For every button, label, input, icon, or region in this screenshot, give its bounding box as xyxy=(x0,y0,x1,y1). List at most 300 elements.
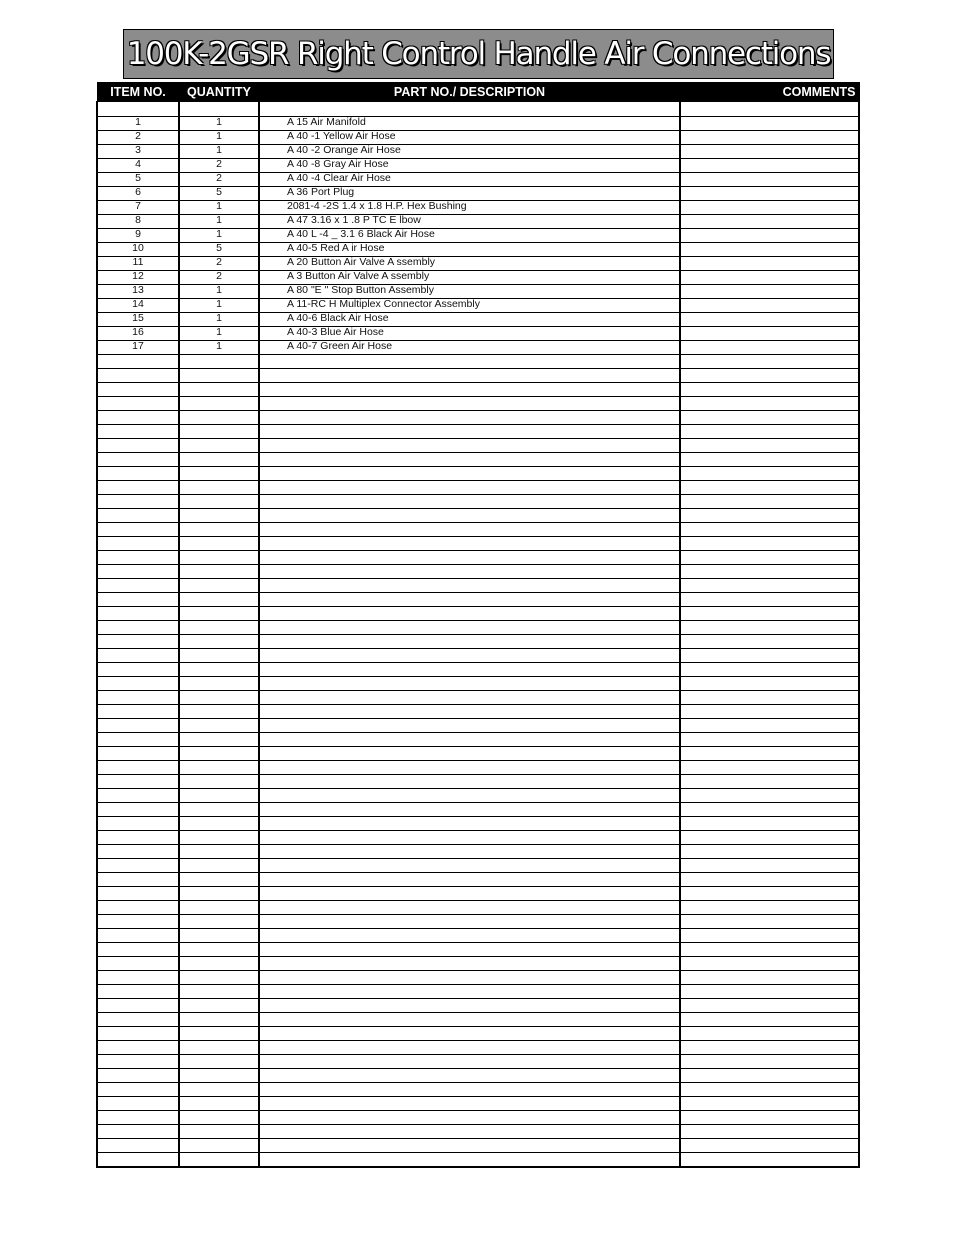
table-row-empty xyxy=(97,1027,859,1041)
cell-description xyxy=(259,593,680,607)
table-row-empty xyxy=(97,1041,859,1055)
cell-description: A 36 Port Plug xyxy=(259,187,680,201)
cell-description xyxy=(259,719,680,733)
cell-description: A 11-RC H Multiplex Connector Assembly xyxy=(259,299,680,313)
cell-comments xyxy=(680,649,859,663)
table-row xyxy=(97,285,859,299)
table-body xyxy=(97,102,859,1168)
table-row-empty xyxy=(97,999,859,1013)
table-row-empty xyxy=(97,957,859,971)
table-row-empty xyxy=(97,845,859,859)
cell-description xyxy=(259,1111,680,1125)
cell-comments xyxy=(680,635,859,649)
table-row-empty xyxy=(97,453,859,467)
cell-item xyxy=(97,537,179,551)
table-row-empty xyxy=(97,915,859,929)
table-row-empty xyxy=(97,831,859,845)
cell-description xyxy=(259,649,680,663)
cell-comments xyxy=(680,173,859,187)
cell-item xyxy=(97,1069,179,1083)
cell-comments xyxy=(680,859,859,873)
cell-description xyxy=(259,102,680,117)
table-header-row xyxy=(97,83,859,102)
cell-description xyxy=(259,495,680,509)
cell-comments xyxy=(680,229,859,243)
cell-quantity xyxy=(179,453,259,467)
cell-quantity xyxy=(179,985,259,999)
table-row-empty xyxy=(97,635,859,649)
cell-item xyxy=(97,915,179,929)
cell-quantity xyxy=(179,957,259,971)
cell-comments xyxy=(680,509,859,523)
cell-description xyxy=(259,845,680,859)
table-row-empty xyxy=(97,971,859,985)
cell-description xyxy=(259,397,680,411)
cell-description: A 40 -2 Orange Air Hose xyxy=(259,145,680,159)
cell-description xyxy=(259,705,680,719)
cell-description xyxy=(259,859,680,873)
cell-comments xyxy=(680,425,859,439)
cell-comments xyxy=(680,1111,859,1125)
cell-description xyxy=(259,355,680,369)
table-row-empty xyxy=(97,1069,859,1083)
cell-quantity xyxy=(179,1125,259,1139)
cell-item xyxy=(97,102,179,117)
cell-comments xyxy=(680,257,859,271)
cell-comments xyxy=(680,831,859,845)
cell-description xyxy=(259,999,680,1013)
cell-comments xyxy=(680,775,859,789)
cell-item xyxy=(97,691,179,705)
table-row-empty xyxy=(97,523,859,537)
cell-description xyxy=(259,1083,680,1097)
table-row-empty xyxy=(97,649,859,663)
cell-item xyxy=(97,551,179,565)
cell-comments xyxy=(680,761,859,775)
table-row xyxy=(97,257,859,271)
cell-description: A 47 3.16 x 1 .8 P TC E lbow xyxy=(259,215,680,229)
cell-comments xyxy=(680,803,859,817)
cell-description: A 3 Button Air Valve A ssembly xyxy=(259,271,680,285)
cell-description: A 40-3 Blue Air Hose xyxy=(259,327,680,341)
table-row-spacer xyxy=(97,102,859,117)
cell-description xyxy=(259,1041,680,1055)
table-row-empty xyxy=(97,551,859,565)
cell-item: 14 xyxy=(97,299,179,313)
cell-description xyxy=(259,873,680,887)
cell-quantity xyxy=(179,635,259,649)
cell-item: 12 xyxy=(97,271,179,285)
cell-item xyxy=(97,789,179,803)
cell-item xyxy=(97,523,179,537)
cell-description xyxy=(259,551,680,565)
cell-quantity xyxy=(179,102,259,117)
cell-quantity: 2 xyxy=(179,257,259,271)
cell-quantity xyxy=(179,677,259,691)
cell-quantity xyxy=(179,705,259,719)
cell-quantity xyxy=(179,593,259,607)
cell-description xyxy=(259,537,680,551)
cell-item xyxy=(97,1083,179,1097)
cell-quantity: 2 xyxy=(179,173,259,187)
cell-description xyxy=(259,901,680,915)
cell-comments xyxy=(680,187,859,201)
cell-item xyxy=(97,1153,179,1168)
cell-quantity: 1 xyxy=(179,145,259,159)
cell-item: 3 xyxy=(97,145,179,159)
cell-quantity xyxy=(179,1111,259,1125)
cell-item xyxy=(97,957,179,971)
cell-description xyxy=(259,635,680,649)
cell-quantity xyxy=(179,719,259,733)
column-header-item-no: ITEM NO. xyxy=(97,83,179,102)
cell-quantity xyxy=(179,1139,259,1153)
cell-description xyxy=(259,579,680,593)
column-header-quantity: QUANTITY xyxy=(179,83,259,102)
cell-item xyxy=(97,495,179,509)
cell-description xyxy=(259,831,680,845)
cell-comments xyxy=(680,411,859,425)
cell-quantity xyxy=(179,439,259,453)
cell-item xyxy=(97,873,179,887)
cell-description xyxy=(259,789,680,803)
cell-comments xyxy=(680,579,859,593)
cell-quantity: 1 xyxy=(179,313,259,327)
cell-item xyxy=(97,621,179,635)
cell-quantity xyxy=(179,733,259,747)
table-row-empty xyxy=(97,985,859,999)
cell-quantity xyxy=(179,789,259,803)
cell-item xyxy=(97,1027,179,1041)
table-row-empty xyxy=(97,369,859,383)
cell-comments xyxy=(680,1069,859,1083)
cell-item: 10 xyxy=(97,243,179,257)
cell-description xyxy=(259,775,680,789)
cell-item xyxy=(97,481,179,495)
cell-quantity xyxy=(179,943,259,957)
table-row xyxy=(97,341,859,355)
cell-item: 2 xyxy=(97,131,179,145)
cell-quantity xyxy=(179,607,259,621)
cell-comments xyxy=(680,985,859,999)
cell-comments xyxy=(680,607,859,621)
cell-quantity xyxy=(179,551,259,565)
table-row-empty xyxy=(97,873,859,887)
cell-quantity xyxy=(179,481,259,495)
cell-quantity xyxy=(179,761,259,775)
cell-comments xyxy=(680,1153,859,1168)
table-row-empty xyxy=(97,1013,859,1027)
cell-item xyxy=(97,649,179,663)
cell-comments xyxy=(680,215,859,229)
cell-description xyxy=(259,481,680,495)
cell-description xyxy=(259,663,680,677)
cell-description xyxy=(259,453,680,467)
cell-comments xyxy=(680,565,859,579)
column-header-comments: COMMENTS xyxy=(680,83,859,102)
cell-description xyxy=(259,411,680,425)
cell-item: 7 xyxy=(97,201,179,215)
cell-item xyxy=(97,733,179,747)
cell-description xyxy=(259,425,680,439)
table-row-empty xyxy=(97,439,859,453)
cell-description xyxy=(259,383,680,397)
cell-comments xyxy=(680,1097,859,1111)
cell-comments xyxy=(680,887,859,901)
table-row-empty xyxy=(97,1083,859,1097)
cell-description xyxy=(259,817,680,831)
table-row-empty xyxy=(97,803,859,817)
cell-description xyxy=(259,971,680,985)
cell-item xyxy=(97,719,179,733)
cell-item xyxy=(97,1139,179,1153)
cell-comments xyxy=(680,929,859,943)
cell-comments xyxy=(680,243,859,257)
cell-quantity: 1 xyxy=(179,117,259,131)
cell-quantity: 1 xyxy=(179,327,259,341)
cell-item xyxy=(97,747,179,761)
cell-quantity xyxy=(179,411,259,425)
cell-comments xyxy=(680,467,859,481)
cell-item xyxy=(97,355,179,369)
cell-description xyxy=(259,957,680,971)
title-banner xyxy=(123,29,834,79)
cell-quantity: 1 xyxy=(179,131,259,145)
cell-comments xyxy=(680,1055,859,1069)
cell-quantity xyxy=(179,1097,259,1111)
cell-item: 16 xyxy=(97,327,179,341)
table-row xyxy=(97,271,859,285)
cell-comments xyxy=(680,355,859,369)
cell-quantity: 5 xyxy=(179,243,259,257)
cell-quantity xyxy=(179,1069,259,1083)
cell-comments xyxy=(680,621,859,635)
table-row-empty xyxy=(97,467,859,481)
cell-item xyxy=(97,859,179,873)
cell-comments xyxy=(680,593,859,607)
cell-comments xyxy=(680,145,859,159)
cell-item: 4 xyxy=(97,159,179,173)
cell-description xyxy=(259,565,680,579)
table-row-empty xyxy=(97,621,859,635)
cell-description xyxy=(259,985,680,999)
cell-item xyxy=(97,369,179,383)
cell-comments xyxy=(680,789,859,803)
cell-item xyxy=(97,411,179,425)
table-row xyxy=(97,173,859,187)
cell-quantity xyxy=(179,397,259,411)
cell-quantity xyxy=(179,999,259,1013)
table-row xyxy=(97,187,859,201)
table-row-empty xyxy=(97,663,859,677)
cell-description: A 40-7 Green Air Hose xyxy=(259,341,680,355)
table-row-empty xyxy=(97,789,859,803)
cell-description: A 80 "E " Stop Button Assembly xyxy=(259,285,680,299)
table-row-empty xyxy=(97,859,859,873)
cell-comments xyxy=(680,369,859,383)
cell-comments xyxy=(680,733,859,747)
cell-quantity: 5 xyxy=(179,187,259,201)
table-row-empty xyxy=(97,509,859,523)
cell-quantity xyxy=(179,859,259,873)
table-row xyxy=(97,229,859,243)
cell-quantity xyxy=(179,383,259,397)
cell-item xyxy=(97,635,179,649)
cell-item xyxy=(97,831,179,845)
cell-description: A 40 L -4 _ 3.1 6 Black Air Hose xyxy=(259,229,680,243)
cell-quantity: 2 xyxy=(179,159,259,173)
cell-quantity xyxy=(179,565,259,579)
cell-item: 13 xyxy=(97,285,179,299)
cell-description xyxy=(259,607,680,621)
table-row-empty xyxy=(97,1055,859,1069)
cell-quantity xyxy=(179,649,259,663)
cell-comments xyxy=(680,523,859,537)
cell-quantity xyxy=(179,663,259,677)
cell-item: 1 xyxy=(97,117,179,131)
cell-item xyxy=(97,985,179,999)
table-row-empty xyxy=(97,397,859,411)
cell-quantity xyxy=(179,873,259,887)
table-row-empty xyxy=(97,579,859,593)
table-row-empty xyxy=(97,1097,859,1111)
cell-quantity: 1 xyxy=(179,285,259,299)
cell-comments xyxy=(680,327,859,341)
cell-comments xyxy=(680,1083,859,1097)
table-row-empty xyxy=(97,537,859,551)
cell-quantity: 1 xyxy=(179,215,259,229)
cell-description xyxy=(259,1153,680,1168)
cell-comments xyxy=(680,691,859,705)
table-row xyxy=(97,131,859,145)
cell-item xyxy=(97,817,179,831)
cell-description xyxy=(259,1069,680,1083)
cell-quantity xyxy=(179,495,259,509)
cell-comments xyxy=(680,873,859,887)
cell-description xyxy=(259,1125,680,1139)
cell-quantity xyxy=(179,831,259,845)
cell-item xyxy=(97,1041,179,1055)
cell-comments xyxy=(680,537,859,551)
cell-comments xyxy=(680,481,859,495)
cell-description: A 15 Air Manifold xyxy=(259,117,680,131)
cell-quantity xyxy=(179,775,259,789)
cell-comments xyxy=(680,915,859,929)
cell-comments xyxy=(680,943,859,957)
cell-comments xyxy=(680,495,859,509)
cell-comments xyxy=(680,397,859,411)
cell-comments xyxy=(680,341,859,355)
cell-comments xyxy=(680,201,859,215)
cell-item xyxy=(97,1125,179,1139)
cell-comments xyxy=(680,1041,859,1055)
cell-item xyxy=(97,775,179,789)
table-row xyxy=(97,215,859,229)
cell-description xyxy=(259,1139,680,1153)
table-row xyxy=(97,159,859,173)
cell-description xyxy=(259,1097,680,1111)
cell-comments xyxy=(680,159,859,173)
cell-quantity xyxy=(179,523,259,537)
table-row-empty xyxy=(97,677,859,691)
cell-quantity: 2 xyxy=(179,271,259,285)
cell-comments xyxy=(680,845,859,859)
cell-comments xyxy=(680,957,859,971)
cell-item xyxy=(97,509,179,523)
cell-quantity xyxy=(179,1041,259,1055)
cell-item xyxy=(97,999,179,1013)
cell-comments xyxy=(680,117,859,131)
table-row xyxy=(97,201,859,215)
cell-quantity xyxy=(179,509,259,523)
cell-quantity xyxy=(179,1055,259,1069)
table-row xyxy=(97,145,859,159)
cell-quantity xyxy=(179,747,259,761)
cell-comments xyxy=(680,999,859,1013)
cell-comments xyxy=(680,971,859,985)
cell-description: A 40 -1 Yellow Air Hose xyxy=(259,131,680,145)
parts-table xyxy=(96,82,860,1168)
table-row-empty xyxy=(97,1111,859,1125)
cell-description: A 40 -8 Gray Air Hose xyxy=(259,159,680,173)
table-row-empty xyxy=(97,1153,859,1168)
cell-quantity: 1 xyxy=(179,201,259,215)
cell-description xyxy=(259,691,680,705)
cell-description xyxy=(259,523,680,537)
cell-item xyxy=(97,887,179,901)
cell-comments xyxy=(680,1027,859,1041)
cell-quantity xyxy=(179,369,259,383)
table-row-empty xyxy=(97,817,859,831)
column-header-description: PART NO./ DESCRIPTION xyxy=(259,83,680,102)
cell-comments xyxy=(680,719,859,733)
cell-quantity xyxy=(179,621,259,635)
table-row-empty xyxy=(97,733,859,747)
table-row-empty xyxy=(97,887,859,901)
cell-description xyxy=(259,1055,680,1069)
table-row-empty xyxy=(97,425,859,439)
cell-quantity xyxy=(179,1013,259,1027)
table-row-empty xyxy=(97,1125,859,1139)
cell-item: 8 xyxy=(97,215,179,229)
cell-comments xyxy=(680,271,859,285)
cell-comments xyxy=(680,102,859,117)
cell-comments xyxy=(680,901,859,915)
cell-comments xyxy=(680,453,859,467)
table-row-empty xyxy=(97,901,859,915)
cell-item xyxy=(97,565,179,579)
table-row xyxy=(97,243,859,257)
cell-item xyxy=(97,579,179,593)
cell-item: 17 xyxy=(97,341,179,355)
table-row-empty xyxy=(97,691,859,705)
cell-item xyxy=(97,1111,179,1125)
table-row-empty xyxy=(97,719,859,733)
cell-item xyxy=(97,593,179,607)
table-row-empty xyxy=(97,607,859,621)
cell-comments xyxy=(680,285,859,299)
cell-quantity xyxy=(179,467,259,481)
cell-description xyxy=(259,1013,680,1027)
cell-quantity xyxy=(179,579,259,593)
cell-quantity xyxy=(179,691,259,705)
cell-comments xyxy=(680,551,859,565)
cell-quantity: 1 xyxy=(179,341,259,355)
cell-quantity xyxy=(179,817,259,831)
cell-item xyxy=(97,677,179,691)
table-row xyxy=(97,117,859,131)
cell-item xyxy=(97,1013,179,1027)
